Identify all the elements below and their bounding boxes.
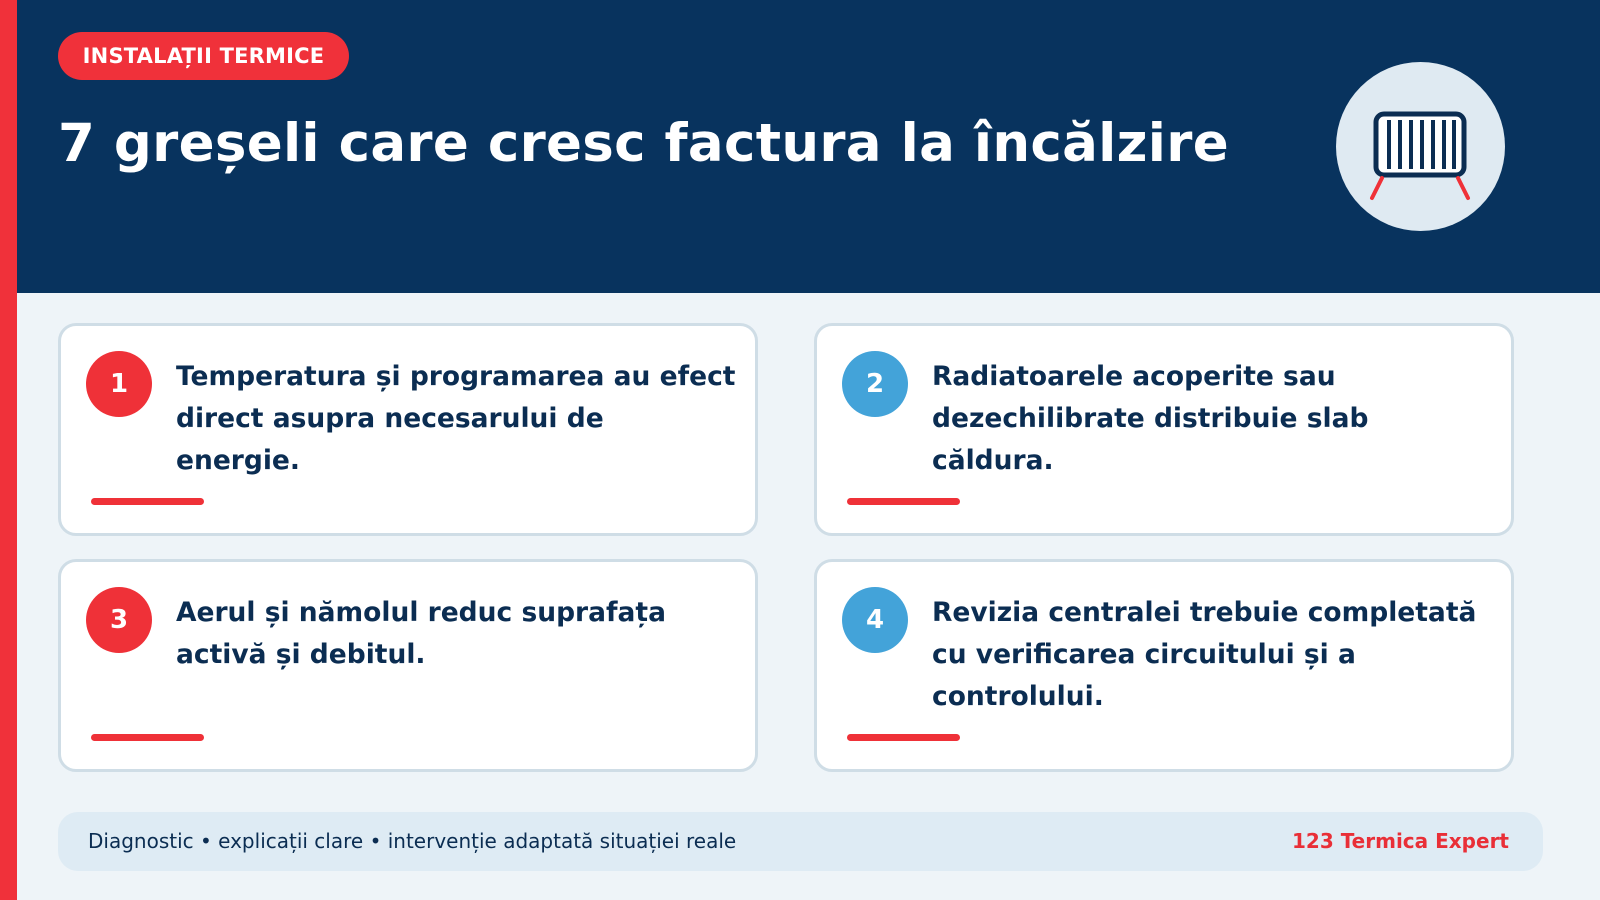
mistake-card-4 bbox=[814, 559, 1514, 772]
card-text: Temperatura și programarea au efect direct asupra necesarului de energie. bbox=[176, 361, 736, 476]
card-accent-line bbox=[847, 498, 960, 505]
card-text: Revizia centralei trebuie completată cu verificarea circuitului și a controlului. bbox=[932, 597, 1477, 712]
mistake-card-2 bbox=[814, 323, 1514, 536]
card-accent-line bbox=[847, 734, 960, 741]
mistake-card-1 bbox=[58, 323, 758, 536]
mistake-card-3 bbox=[58, 559, 758, 772]
page-title: 7 greșeli care cresc factura la încălzire bbox=[58, 113, 1229, 174]
card-number-badge: 3 bbox=[86, 587, 152, 653]
card-text: Radiatoarele acoperite sau dezechilibrate distribuie slab căldura. bbox=[932, 361, 1369, 476]
footer-bar bbox=[58, 812, 1543, 871]
card-accent-line bbox=[91, 734, 204, 741]
card-number-badge: 2 bbox=[842, 351, 908, 417]
left-accent-stripe bbox=[0, 0, 17, 900]
card-accent-line bbox=[91, 498, 204, 505]
footer-tagline: Diagnostic • explicații clare • intervenție adaptată situației reale bbox=[88, 829, 737, 853]
card-text: Aerul și nămolul reduc suprafața activă și debitul. bbox=[176, 597, 666, 670]
category-tag: INSTALAȚII TERMICE bbox=[58, 32, 349, 80]
card-number-badge: 1 bbox=[86, 351, 152, 417]
card-number-badge: 4 bbox=[842, 587, 908, 653]
brand-name: 123 Termica Expert bbox=[1291, 829, 1509, 853]
radiator-icon bbox=[1336, 62, 1505, 231]
